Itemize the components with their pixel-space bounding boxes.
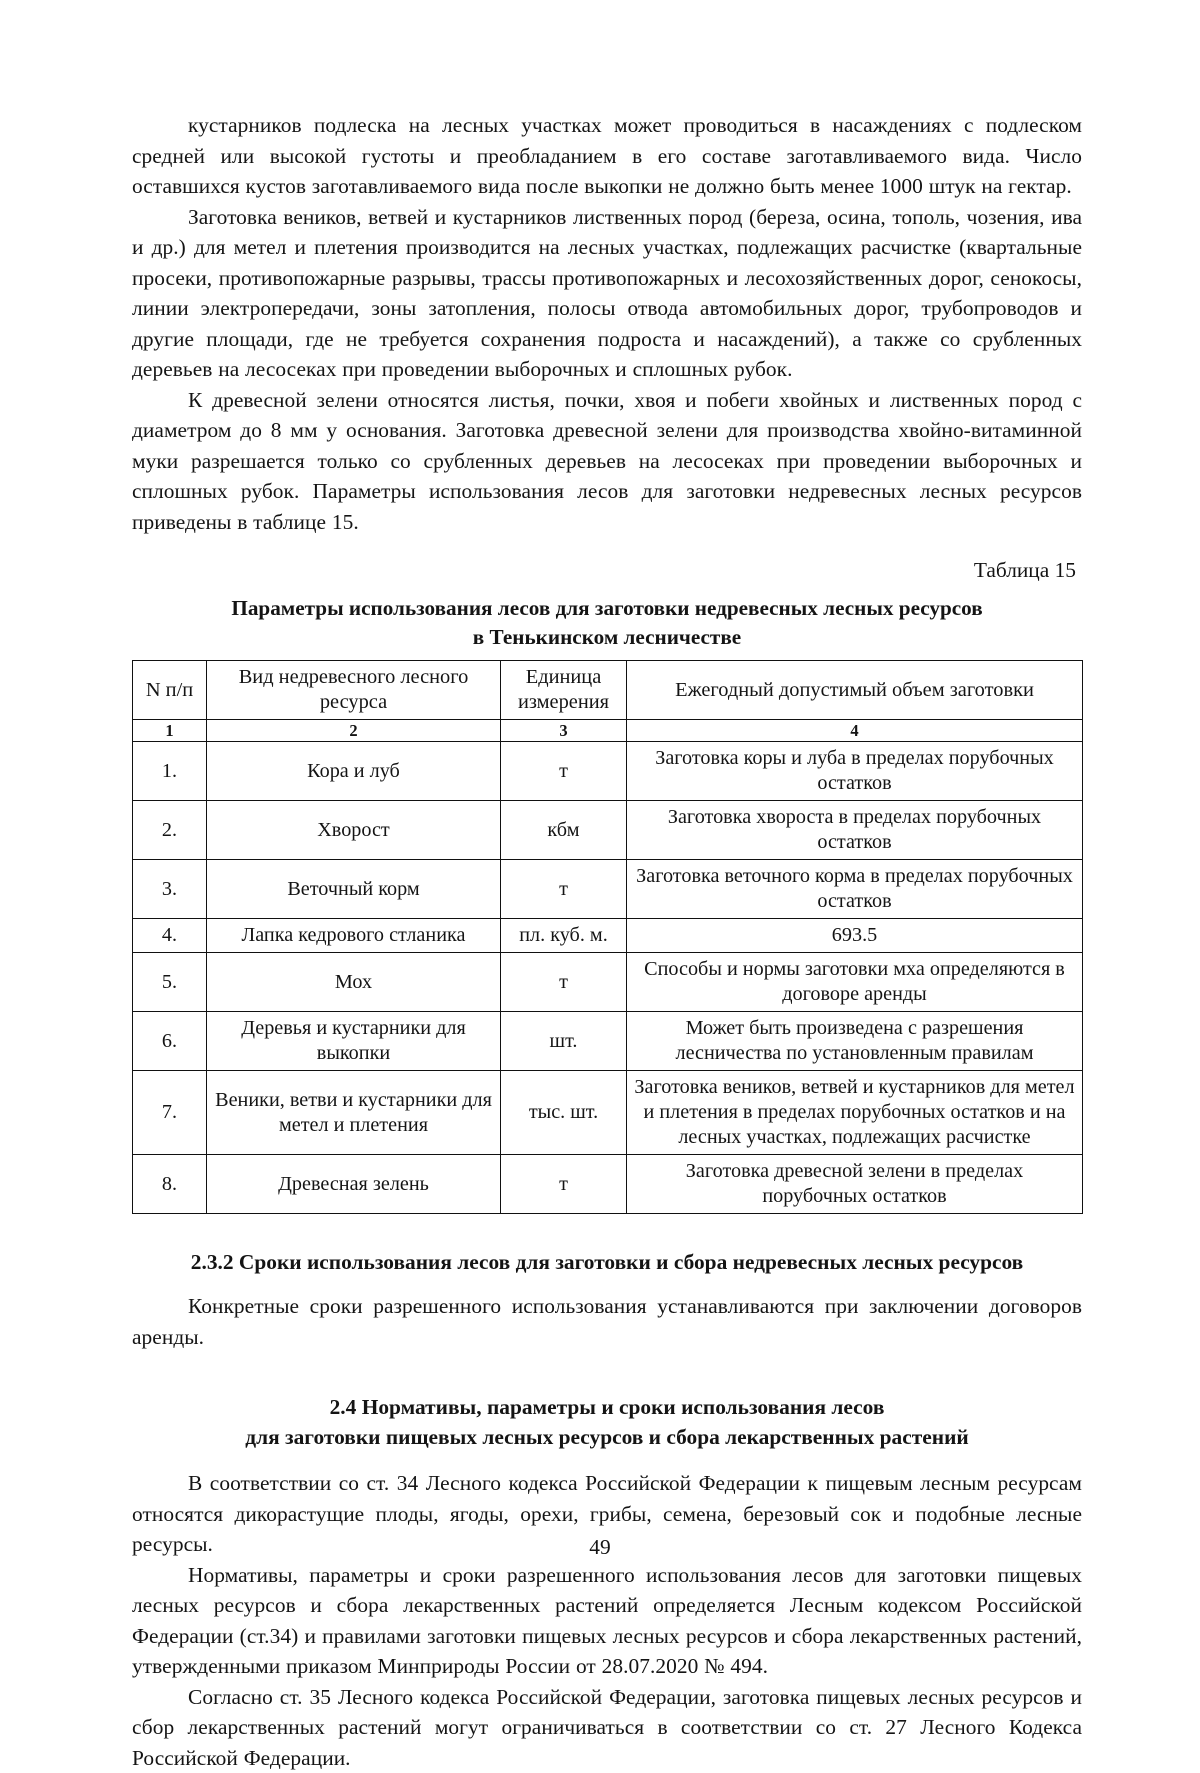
table-row [133,742,1083,801]
row-number: 1. [133,742,207,801]
table-row [133,860,1083,919]
row-volume: Заготовка веников, ветвей и кустарников для метел и плетения в пределах порубочных остатков и на лесных участках, подлежащих расчистке [627,1071,1083,1155]
section-heading-2-3-2: 2.3.2 Сроки использования лесов для заготовки и сбора недревесных лесных ресурсов [132,1214,1082,1291]
table-title [132,585,1082,660]
table-column-number-row [133,720,1083,742]
row-resource: Древесная зелень [207,1155,501,1214]
row-number: 2. [133,801,207,860]
row-number: 3. [133,860,207,919]
row-resource: Хворост [207,801,501,860]
table-label: Таблица 15 [132,537,1082,585]
row-number: 5. [133,953,207,1012]
row-resource: Деревья и кустарники для выкопки [207,1012,501,1071]
row-volume: Заготовка хвороста в пределах порубочных остатков [627,801,1083,860]
row-volume: Заготовка коры и луба в пределах порубочных остатков [627,742,1083,801]
row-unit: кбм [501,801,627,860]
table-header-unit: Единица измерения [501,661,627,720]
nonwood-resources-table [132,660,1083,1214]
paragraph-after-232: Конкретные сроки разрешенного использования устанавливаются при заключении договоров аренды. [132,1291,1082,1352]
table-row [133,953,1083,1012]
row-unit: шт. [501,1012,627,1071]
table-title-line-1: Параметры использования лесов для заготовки недревесных лесных ресурсов [231,596,982,620]
row-volume: Способы и нормы заготовки мха определяются в договоре аренды [627,953,1083,1012]
paragraph-bottom-1: В соответствии со ст. 34 Лесного кодекса Российской Федерации к пищевым лесным ресурсам относятся дикорастущие плоды, ягоды, орехи, грибы, семена, березовый сок и подобные лесные ресурсы. [132,1468,1082,1560]
row-resource: Веники, ветви и кустарники для метел и плетения [207,1071,501,1155]
row-unit: т [501,742,627,801]
row-resource: Кора и луб [207,742,501,801]
section-heading-2-4 [132,1352,1082,1468]
table-row [133,1071,1083,1155]
row-volume: Заготовка древесной зелени в пределах порубочных остатков [627,1155,1083,1214]
table-header-resource: Вид недревесного лесного ресурса [207,661,501,720]
table-title-line-2: в Тенькинском лесничестве [473,625,741,649]
row-number: 7. [133,1071,207,1155]
paragraph-intro-3: К древесной зелени относятся листья, почки, хвоя и побеги хвойных и лиственных пород с диаметром до 8 мм у основания. Заготовка древесной зелени для производства хвойно-витаминной муки разрешается только со срубленных деревьев на лесосеках при проведении выборочных и сплошных рубок. Параметры использования лесов для заготовки недревесных лесных ресурсов приведены в таблице 15. [132,385,1082,538]
table-header-number: N п/п [133,661,207,720]
table-row [133,1012,1083,1071]
row-number: 8. [133,1155,207,1214]
row-volume: Может быть произведена с разрешения лесничества по установленным правилам [627,1012,1083,1071]
column-number-4: 4 [627,720,1083,742]
row-volume: 693.5 [627,919,1083,953]
table-row [133,1155,1083,1214]
section-heading-2-4-line-2: для заготовки пищевых лесных ресурсов и сбора лекарственных растений [245,1425,968,1449]
column-number-2: 2 [207,720,501,742]
row-unit: т [501,1155,627,1214]
table-row [133,801,1083,860]
table-row [133,919,1083,953]
section-heading-2-4-line-1: 2.4 Нормативы, параметры и сроки использования лесов [330,1395,885,1419]
column-number-1: 1 [133,720,207,742]
table-header-volume: Ежегодный допустимый объем заготовки [627,661,1083,720]
paragraph-bottom-2: Нормативы, параметры и сроки разрешенного использования лесов для заготовки пищевых лесных ресурсов и сбора лекарственных растений определяется Лесным кодексом Российской Федерации (ст.34) и правилами заготовки пищевых лесных ресурсов и сбора лекарственных растений, утвержденными приказом Минприроды России от 28.07.2020 № 494. [132,1560,1082,1682]
paragraph-intro-1: кустарников подлеска на лесных участках может проводиться в насаждениях с подлеском средней или высокой густоты и преобладанием в его составе заготавливаемого вида. Число оставшихся кустов заготавливаемого вида после выкопки не должно быть менее 1000 штук на гектар. [132,110,1082,202]
row-resource: Мох [207,953,501,1012]
paragraph-intro-2: Заготовка веников, ветвей и кустарников лиственных пород (береза, осина, тополь, чозения, ива и др.) для метел и плетения производится на лесных участках, подлежащих расчистке (квартальные просеки, противопожарные разрывы, трассы противопожарных и лесохозяйственных дорог, сенокосы, линии электропередачи, зоны затопления, полосы отвода автомобильных дорог, трубопроводов и другие площади, где не требуется сохранения подроста и насаждений), а также со срубленных деревьев на лесосеках при проведении выборочных и сплошных рубок. [132,202,1082,385]
row-unit: т [501,860,627,919]
table-header-row [133,661,1083,720]
page-number: 49 [0,1535,1200,1560]
row-unit: пл. куб. м. [501,919,627,953]
row-number: 4. [133,919,207,953]
column-number-3: 3 [501,720,627,742]
row-volume: Заготовка веточного корма в пределах порубочных остатков [627,860,1083,919]
row-resource: Лапка кедрового стланика [207,919,501,953]
row-number: 6. [133,1012,207,1071]
paragraph-bottom-3: Согласно ст. 35 Лесного кодекса Российской Федерации, заготовка пищевых лесных ресурсов и сбор лекарственных растений могут ограничиваться в соответствии со ст. 27 Лесного Кодекса Российской Федерации. [132,1682,1082,1773]
row-unit: т [501,953,627,1012]
row-resource: Веточный корм [207,860,501,919]
row-unit: тыс. шт. [501,1071,627,1155]
